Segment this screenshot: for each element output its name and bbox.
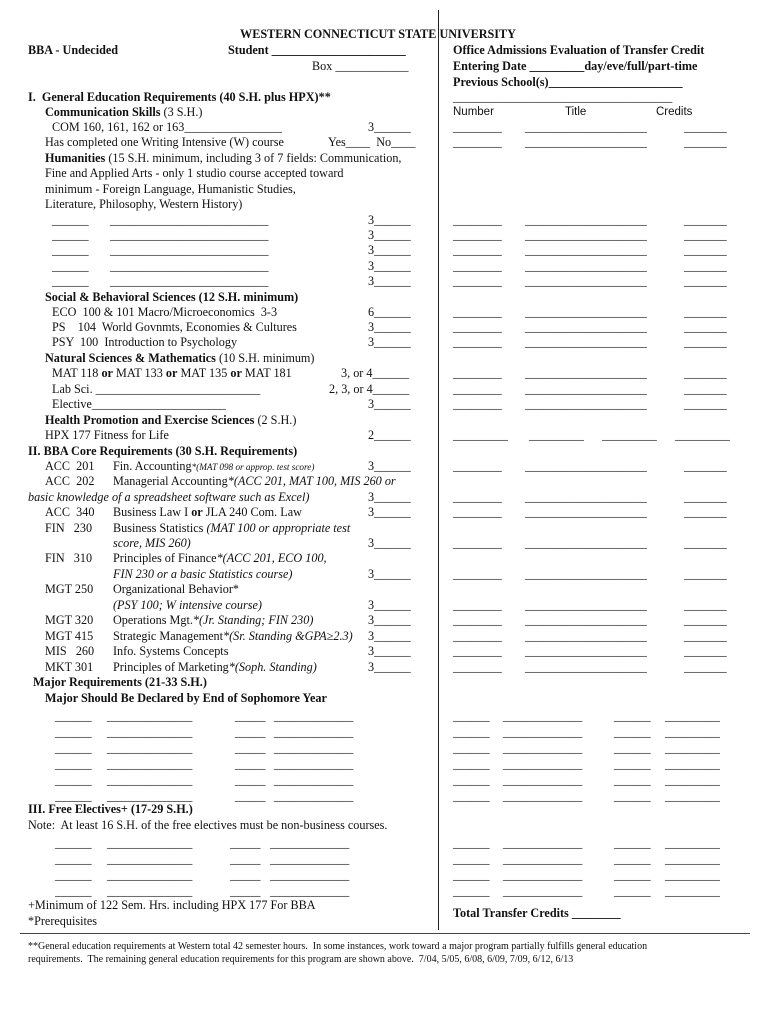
- transfer-number-blank[interactable]: ______: [453, 789, 490, 803]
- acc201-title: Fin. Accounting: [113, 459, 192, 473]
- column-title-header: Title: [565, 106, 587, 118]
- free-blank-title[interactable]: ______________: [107, 868, 193, 882]
- transfer-number-blank[interactable]: _________: [602, 428, 657, 442]
- transfer-number-blank[interactable]: ________: [453, 213, 502, 227]
- hum-blank-num[interactable]: ______: [52, 243, 89, 257]
- free-blank-num[interactable]: ______: [55, 852, 92, 866]
- ps-line: PS 104 World Govnmts, Economies & Cultures: [52, 320, 297, 334]
- transfer-credit-blank[interactable]: _______: [684, 629, 727, 643]
- transfer-credit-blank[interactable]: _______: [684, 120, 727, 134]
- mkt301-code: MKT 301: [45, 660, 94, 674]
- transfer-title-blank[interactable]: ____________________: [525, 120, 647, 134]
- transfer-number-blank[interactable]: ________: [453, 613, 502, 627]
- transfer-title-blank[interactable]: ____________________: [525, 644, 647, 658]
- transfer-title-blank[interactable]: ____________________: [525, 228, 647, 242]
- header-rule: ____________________________________: [453, 90, 673, 104]
- transfer-number-blank[interactable]: ________: [453, 228, 502, 242]
- gen-ed-heading: I. General Education Requirements (40 S.H. plus HPX)**: [28, 90, 331, 104]
- transfer-credit-blank[interactable]: _______: [684, 213, 727, 227]
- major-blank-title[interactable]: _____________: [274, 741, 354, 755]
- hum-text-2: Fine and Applied Arts - only 1 studio course accepted toward: [45, 166, 344, 180]
- transfer-title-blank[interactable]: ____________________: [525, 598, 647, 612]
- fin310-note-2: FIN 230 or a basic Statistics course): [113, 567, 293, 581]
- mgt320-title-line: [113, 613, 313, 628]
- hum-credit[interactable]: 3______: [368, 213, 411, 227]
- free-blank-title[interactable]: _____________: [270, 884, 350, 898]
- transfer-credit-blank[interactable]: _______: [684, 613, 727, 627]
- major-blank-title[interactable]: ______________: [107, 725, 193, 739]
- transfer-title-blank[interactable]: ____________________: [525, 660, 647, 674]
- major-blank-num[interactable]: ______: [55, 709, 92, 723]
- hum-blank-num[interactable]: ______: [52, 274, 89, 288]
- program-label: BBA - Undecided: [28, 43, 119, 57]
- transfer-number-blank[interactable]: ______: [614, 868, 651, 882]
- mkt301-note: *(Soph. Standing): [228, 660, 317, 674]
- major-blank-num[interactable]: _____: [235, 757, 266, 771]
- transfer-credit-blank[interactable]: _______: [684, 567, 727, 581]
- mkt301-title-line: [113, 660, 317, 675]
- mkt301-credit[interactable]: 3______: [368, 660, 411, 674]
- hum-blank-title[interactable]: __________________________: [110, 228, 269, 242]
- hum-credit[interactable]: 3______: [368, 228, 411, 242]
- previous-school-field[interactable]: Previous School(s)______________________: [453, 75, 683, 89]
- transfer-title-blank[interactable]: ____________________: [525, 382, 647, 396]
- column-number-header: Number: [453, 106, 494, 118]
- transfer-credit-blank[interactable]: _______: [684, 382, 727, 396]
- mgt250-credit[interactable]: 3______: [368, 598, 411, 612]
- free-blank-num[interactable]: _____: [230, 868, 261, 882]
- fin230-title: Business Statistics: [113, 521, 207, 535]
- transfer-credit-blank[interactable]: _________: [665, 884, 720, 898]
- transfer-title-blank[interactable]: ____________________: [525, 490, 647, 504]
- transfer-credit-blank[interactable]: _______: [684, 644, 727, 658]
- box-field[interactable]: Box ____________: [312, 59, 409, 73]
- transfer-number-blank[interactable]: ______: [453, 852, 490, 866]
- mis260-code: MIS 260: [45, 644, 95, 658]
- fin230-code: FIN 230: [45, 521, 93, 535]
- transfer-title-blank[interactable]: _____________: [503, 773, 583, 787]
- transfer-credit-blank[interactable]: _________: [665, 757, 720, 771]
- free-blank-title[interactable]: _____________: [270, 836, 350, 850]
- transfer-number-blank[interactable]: ________: [453, 490, 502, 504]
- ps-credit[interactable]: 3______: [368, 320, 411, 334]
- transfer-title-blank[interactable]: _____________: [503, 836, 583, 850]
- transfer-credit-blank[interactable]: _______: [684, 305, 727, 319]
- transfer-credit-blank[interactable]: _______: [684, 660, 727, 674]
- major-blank-num[interactable]: _____: [235, 741, 266, 755]
- comm-sh: (3 S.H.): [160, 105, 203, 119]
- fin310-title: Principles of Finance: [113, 551, 217, 565]
- hum-blank-title[interactable]: __________________________: [110, 274, 269, 288]
- acc340-credit[interactable]: 3______: [368, 505, 411, 519]
- transfer-number-blank[interactable]: ______: [614, 757, 651, 771]
- transfer-number-blank[interactable]: ______: [614, 773, 651, 787]
- major-blank-title[interactable]: _____________: [274, 709, 354, 723]
- office-title: Office Admissions Evaluation of Transfer Credit: [453, 43, 705, 57]
- transfer-credit-blank[interactable]: _______: [684, 228, 727, 242]
- transfer-number-blank[interactable]: ________: [453, 320, 502, 334]
- mat-c: MAT 135: [177, 366, 231, 380]
- transfer-title-blank[interactable]: ____________________: [525, 274, 647, 288]
- transfer-title-blank[interactable]: _____________: [503, 757, 583, 771]
- transfer-credit-blank[interactable]: _______: [684, 335, 727, 349]
- psy-credit[interactable]: 3______: [368, 335, 411, 349]
- transfer-number-blank[interactable]: ________: [453, 629, 502, 643]
- free-note: Note: At least 16 S.H. of the free electives must be non-business courses.: [28, 818, 388, 832]
- lab-credit[interactable]: 2, 3, or 4______: [329, 382, 410, 396]
- transfer-number-blank[interactable]: ________: [453, 366, 502, 380]
- mgt415-title: Strategic Management: [113, 629, 223, 643]
- total-transfer-credits[interactable]: Total Transfer Credits ________: [453, 906, 621, 920]
- transfer-number-blank[interactable]: ______: [614, 884, 651, 898]
- transfer-credit-blank[interactable]: _______: [684, 135, 727, 149]
- transfer-title-blank[interactable]: ____________________: [525, 305, 647, 319]
- major-blank-title[interactable]: _____________: [274, 789, 354, 803]
- fin230-title-line: [113, 521, 350, 536]
- transfer-credit-blank[interactable]: _______: [684, 490, 727, 504]
- transfer-credit-blank[interactable]: _______: [684, 366, 727, 380]
- transfer-credit-blank[interactable]: _______: [684, 505, 727, 519]
- transfer-credit-blank[interactable]: _______: [684, 536, 727, 550]
- column-divider: [438, 10, 439, 930]
- mgt320-title: Operations Mgt.: [113, 613, 193, 627]
- free-blank-title[interactable]: _____________: [270, 852, 350, 866]
- hpx-credit[interactable]: 2______: [368, 428, 411, 442]
- student-field[interactable]: Student ______________________: [228, 43, 406, 57]
- free-blank-num[interactable]: _____: [230, 884, 261, 898]
- or-word: or: [230, 366, 242, 380]
- free-blank-num[interactable]: _____: [230, 852, 261, 866]
- hum-blank-title[interactable]: __________________________: [110, 213, 269, 227]
- comm-heading: Communication Skills: [45, 105, 161, 119]
- major-blank-num[interactable]: _____: [235, 773, 266, 787]
- writing-intensive-yes-no[interactable]: Yes____ No____: [328, 135, 416, 149]
- transfer-number-blank[interactable]: ________: [453, 305, 502, 319]
- transfer-title-blank[interactable]: _____________: [503, 709, 583, 723]
- major-blank-num[interactable]: ______: [55, 789, 92, 803]
- transfer-title-blank[interactable]: ____________________: [525, 397, 647, 411]
- transfer-credit-blank[interactable]: _________: [665, 741, 720, 755]
- transfer-title-blank[interactable]: ____________________: [525, 536, 647, 550]
- major-subheading: Major Should Be Declared by End of Sophomore Year: [45, 691, 327, 705]
- hum-credit[interactable]: 3______: [368, 259, 411, 273]
- transfer-credit-blank[interactable]: _________: [665, 789, 720, 803]
- major-blank-num[interactable]: _____: [235, 789, 266, 803]
- mgt320-note: *(Jr. Standing; FIN 230): [192, 613, 314, 627]
- eco-credit[interactable]: 6______: [368, 305, 411, 319]
- acc202-credit[interactable]: 3______: [368, 490, 411, 504]
- mgt320-credit[interactable]: 3______: [368, 613, 411, 627]
- transfer-title-blank[interactable]: ____________________: [525, 505, 647, 519]
- major-blank-title[interactable]: ______________: [107, 741, 193, 755]
- transfer-credit-blank[interactable]: _________: [675, 428, 730, 442]
- transfer-credit-blank[interactable]: _________: [665, 709, 720, 723]
- eco-line: ECO 100 & 101 Macro/Microeconomics 3-3: [52, 305, 278, 319]
- acc340-title-a: Business Law I: [113, 505, 192, 519]
- fin310-note: *(ACC 201, ECO 100,: [216, 551, 327, 565]
- transfer-number-blank[interactable]: ________: [453, 259, 502, 273]
- transfer-number-blank[interactable]: ________: [453, 274, 502, 288]
- major-heading: Major Requirements (21-33 S.H.): [33, 675, 207, 689]
- transfer-number-blank[interactable]: ______: [453, 884, 490, 898]
- acc202-code: ACC 202: [45, 474, 95, 488]
- minimum-note: +Minimum of 122 Sem. Hrs. including HPX 177 For BBA: [28, 898, 316, 912]
- footer-rule: [20, 933, 750, 934]
- transfer-number-blank[interactable]: ________: [453, 135, 502, 149]
- hum-text-1: (15 S.H. minimum, including 3 of 7 fields: Communication,: [105, 151, 402, 165]
- major-blank-title[interactable]: ______________: [107, 709, 193, 723]
- transfer-title-blank[interactable]: _____________: [503, 884, 583, 898]
- mgt250-title: Organizational Behavior*: [113, 582, 240, 596]
- mat-credit[interactable]: 3, or 4______: [341, 366, 410, 380]
- transfer-number-blank[interactable]: ______: [614, 852, 651, 866]
- acc202-title: Managerial Accounting: [113, 474, 228, 488]
- elective-credit[interactable]: 3______: [368, 397, 411, 411]
- transfer-number-blank[interactable]: ________: [453, 120, 502, 134]
- major-blank-title[interactable]: ______________: [107, 789, 193, 803]
- hum-heading: Humanities: [45, 151, 106, 165]
- transfer-credit-blank[interactable]: _______: [684, 459, 727, 473]
- hum-blank-num[interactable]: ______: [52, 228, 89, 242]
- core-heading: II. BBA Core Requirements (30 S.H. Requirements): [28, 444, 298, 458]
- or-word: or: [165, 366, 178, 380]
- fin310-credit[interactable]: 3______: [368, 567, 411, 581]
- entering-date-field[interactable]: Entering Date _________day/eve/full/part-time: [453, 59, 698, 73]
- transfer-credit-blank[interactable]: _______: [684, 320, 727, 334]
- transfer-title-blank[interactable]: ____________________: [525, 366, 647, 380]
- soc-heading: Social & Behavioral Sciences (12 S.H. minimum): [45, 290, 299, 304]
- psy-line: PSY 100 Introduction to Psychology: [52, 335, 238, 349]
- transfer-number-blank[interactable]: ______: [453, 741, 490, 755]
- major-blank-num[interactable]: ______: [55, 773, 92, 787]
- mgt250-code: MGT 250: [45, 582, 94, 596]
- hum-blank-num[interactable]: ______: [52, 259, 89, 273]
- hum-blank-title[interactable]: __________________________: [110, 243, 269, 257]
- writing-intensive-line: Has completed one Writing Intensive (W) course: [45, 135, 284, 149]
- transfer-number-blank[interactable]: ________: [453, 459, 502, 473]
- hum-blank-title[interactable]: __________________________: [110, 259, 269, 273]
- elective-line[interactable]: Elective______________________: [52, 397, 226, 411]
- acc340-code: ACC 340: [45, 505, 95, 519]
- comm-heading-line: [45, 105, 202, 120]
- transfer-number-blank[interactable]: ______: [453, 709, 490, 723]
- mat-d: MAT 181: [241, 366, 292, 380]
- mat-line: [52, 366, 292, 381]
- free-blank-num[interactable]: ______: [55, 836, 92, 850]
- acc202-title-line: [113, 474, 396, 489]
- free-blank-num[interactable]: ______: [55, 868, 92, 882]
- transfer-title-blank[interactable]: ____________________: [525, 567, 647, 581]
- mgt415-title-line: [113, 629, 353, 644]
- major-blank-title[interactable]: _____________: [274, 773, 354, 787]
- hum-credit[interactable]: 3______: [368, 243, 411, 257]
- transfer-number-blank[interactable]: ________: [453, 536, 502, 550]
- acc340-title-b: JLA 240 Com. Law: [202, 505, 302, 519]
- mat-a: MAT 118: [52, 366, 102, 380]
- fin310-title-line: [113, 551, 327, 566]
- or-word: or: [191, 505, 203, 519]
- hp-sh: (2 S.H.): [254, 413, 297, 427]
- transfer-number-blank[interactable]: ________: [453, 660, 502, 674]
- mgt415-code: MGT 415: [45, 629, 94, 643]
- major-blank-num[interactable]: _____: [235, 725, 266, 739]
- transfer-number-blank[interactable]: ______: [453, 773, 490, 787]
- major-blank-title[interactable]: ______________: [107, 773, 193, 787]
- transfer-number-blank[interactable]: ______: [453, 836, 490, 850]
- transfer-number-blank[interactable]: ________: [453, 567, 502, 581]
- transfer-title-blank[interactable]: ____________________: [525, 320, 647, 334]
- hp-heading-line: [45, 413, 296, 428]
- acc201-credit[interactable]: 3______: [368, 459, 411, 473]
- transfer-number-blank[interactable]: ________: [453, 243, 502, 257]
- major-blank-num[interactable]: ______: [55, 741, 92, 755]
- acc201-code: ACC 201: [45, 459, 95, 473]
- transfer-number-blank[interactable]: ______: [614, 741, 651, 755]
- mgt415-credit[interactable]: 3______: [368, 629, 411, 643]
- free-blank-title[interactable]: ______________: [107, 852, 193, 866]
- transfer-title-blank[interactable]: ____________________: [525, 213, 647, 227]
- transfer-credit-blank[interactable]: _________: [665, 836, 720, 850]
- transfer-number-blank[interactable]: ______: [453, 725, 490, 739]
- transfer-title-blank[interactable]: _____________: [503, 741, 583, 755]
- mgt320-code: MGT 320: [45, 613, 94, 627]
- column-credits-header: Credits: [656, 106, 693, 118]
- mgt250-note: (PSY 100; W intensive course): [113, 598, 262, 612]
- transfer-number-blank[interactable]: ________: [453, 382, 502, 396]
- transfer-title-blank[interactable]: ____________________: [525, 613, 647, 627]
- free-blank-title[interactable]: _____________: [270, 868, 350, 882]
- transfer-number-blank[interactable]: ________: [453, 505, 502, 519]
- transfer-title-blank[interactable]: ____________________: [525, 629, 647, 643]
- free-heading: III. Free Electives+ (17-29 S.H.): [28, 802, 193, 816]
- com-line[interactable]: COM 160, 161, 162 or 163________________: [52, 120, 282, 134]
- mis260-title: Info. Systems Concepts: [113, 644, 229, 658]
- mis260-credit[interactable]: 3______: [368, 644, 411, 658]
- acc201-title-line: [113, 459, 314, 475]
- transfer-credit-blank[interactable]: _________: [665, 773, 720, 787]
- transfer-credit-blank[interactable]: _______: [684, 397, 727, 411]
- transfer-title-blank[interactable]: _____________: [503, 725, 583, 739]
- mkt301-title: Principles of Marketing: [113, 660, 229, 674]
- fin230-note-2: score, MIS 260): [113, 536, 191, 550]
- hum-text-4: Literature, Philosophy, Western History): [45, 197, 243, 211]
- transfer-number-blank[interactable]: ______: [614, 836, 651, 850]
- footnote-line-2: requirements. The remaining general education requirements for this program are shown above. 7/04, 5/05, 6/08, 6/09, 7/09, 6/12, 6/13: [28, 954, 574, 965]
- free-blank-num[interactable]: _____: [230, 836, 261, 850]
- lab-line[interactable]: Lab Sci. ___________________________: [52, 382, 261, 396]
- hp-heading: Health Promotion and Exercise Sciences: [45, 413, 255, 427]
- hum-credit[interactable]: 3______: [368, 274, 411, 288]
- transfer-number-blank[interactable]: ________: [453, 335, 502, 349]
- nat-sh: (10 S.H. minimum): [215, 351, 315, 365]
- hum-blank-num[interactable]: ______: [52, 213, 89, 227]
- transfer-credit-blank[interactable]: _________: [665, 852, 720, 866]
- transfer-title-blank[interactable]: ____________________: [525, 335, 647, 349]
- transfer-number-blank[interactable]: ________: [453, 598, 502, 612]
- free-blank-title[interactable]: ______________: [107, 884, 193, 898]
- university-title: WESTERN CONNECTICUT STATE UNIVERSITY: [240, 27, 516, 41]
- transfer-credit-blank[interactable]: _______: [684, 598, 727, 612]
- transfer-title-blank[interactable]: _____________: [503, 852, 583, 866]
- transfer-number-blank[interactable]: ______: [453, 868, 490, 882]
- fin230-note: (MAT 100 or appropriate test: [206, 521, 351, 535]
- transfer-credit-blank[interactable]: _________: [665, 725, 720, 739]
- transfer-number-blank[interactable]: ______: [614, 725, 651, 739]
- transfer-title-blank[interactable]: _____________: [503, 868, 583, 882]
- transfer-title-blank[interactable]: _____________: [503, 789, 583, 803]
- nat-heading: Natural Sciences & Mathematics: [45, 351, 216, 365]
- hum-text-3: minimum - Foreign Language, Humanistic Studies,: [45, 182, 296, 196]
- mgt415-note: *(Sr. Standing &GPA≥2.3): [223, 629, 353, 643]
- transfer-number-blank[interactable]: _________: [453, 428, 508, 442]
- transfer-credit-blank[interactable]: _________: [665, 868, 720, 882]
- fin310-code: FIN 310: [45, 551, 93, 565]
- nat-heading-line: [45, 351, 314, 366]
- acc202-note-2: basic knowledge of a spreadsheet software such as Excel): [28, 490, 310, 504]
- major-blank-title[interactable]: _____________: [274, 757, 354, 771]
- transfer-number-blank[interactable]: ________: [453, 644, 502, 658]
- or-word: or: [101, 366, 113, 380]
- transfer-number-blank[interactable]: ______: [614, 709, 651, 723]
- transfer-credit-blank[interactable]: _______: [684, 243, 727, 257]
- major-blank-num[interactable]: _____: [235, 709, 266, 723]
- transfer-number-blank[interactable]: ________: [453, 397, 502, 411]
- transfer-title-blank[interactable]: ____________________: [525, 135, 647, 149]
- transfer-number-blank[interactable]: ______: [614, 789, 651, 803]
- free-blank-title[interactable]: ______________: [107, 836, 193, 850]
- com-credit[interactable]: 3______: [368, 120, 411, 134]
- footnote-line-1: **General education requirements at Western total 42 semester hours. In some instances, work toward a major program partially fulfills general education: [28, 941, 648, 952]
- acc340-title-line: [113, 505, 302, 520]
- transfer-credit-blank[interactable]: _______: [684, 274, 727, 288]
- transfer-title-blank[interactable]: ____________________: [525, 243, 647, 257]
- major-blank-num[interactable]: ______: [55, 757, 92, 771]
- fin230-credit[interactable]: 3______: [368, 536, 411, 550]
- hpx-line: HPX 177 Fitness for Life: [45, 428, 169, 442]
- transfer-number-blank[interactable]: ______: [453, 757, 490, 771]
- free-blank-num[interactable]: ______: [55, 884, 92, 898]
- major-blank-num[interactable]: ______: [55, 725, 92, 739]
- transfer-title-blank[interactable]: ____________________: [525, 259, 647, 273]
- acc202-note: *(ACC 201, MAT 100, MIS 260 or: [227, 474, 396, 488]
- mat-b: MAT 133: [112, 366, 166, 380]
- acc201-note: *(MAT 098 or approp. test score): [191, 462, 315, 472]
- hum-line-1: [45, 151, 401, 166]
- major-blank-title[interactable]: _____________: [274, 725, 354, 739]
- transfer-title-blank[interactable]: _________: [529, 428, 584, 442]
- transfer-credit-blank[interactable]: _______: [684, 259, 727, 273]
- transfer-title-blank[interactable]: ____________________: [525, 459, 647, 473]
- prerequisites-note: *Prerequisites: [28, 914, 98, 928]
- major-blank-title[interactable]: ______________: [107, 757, 193, 771]
